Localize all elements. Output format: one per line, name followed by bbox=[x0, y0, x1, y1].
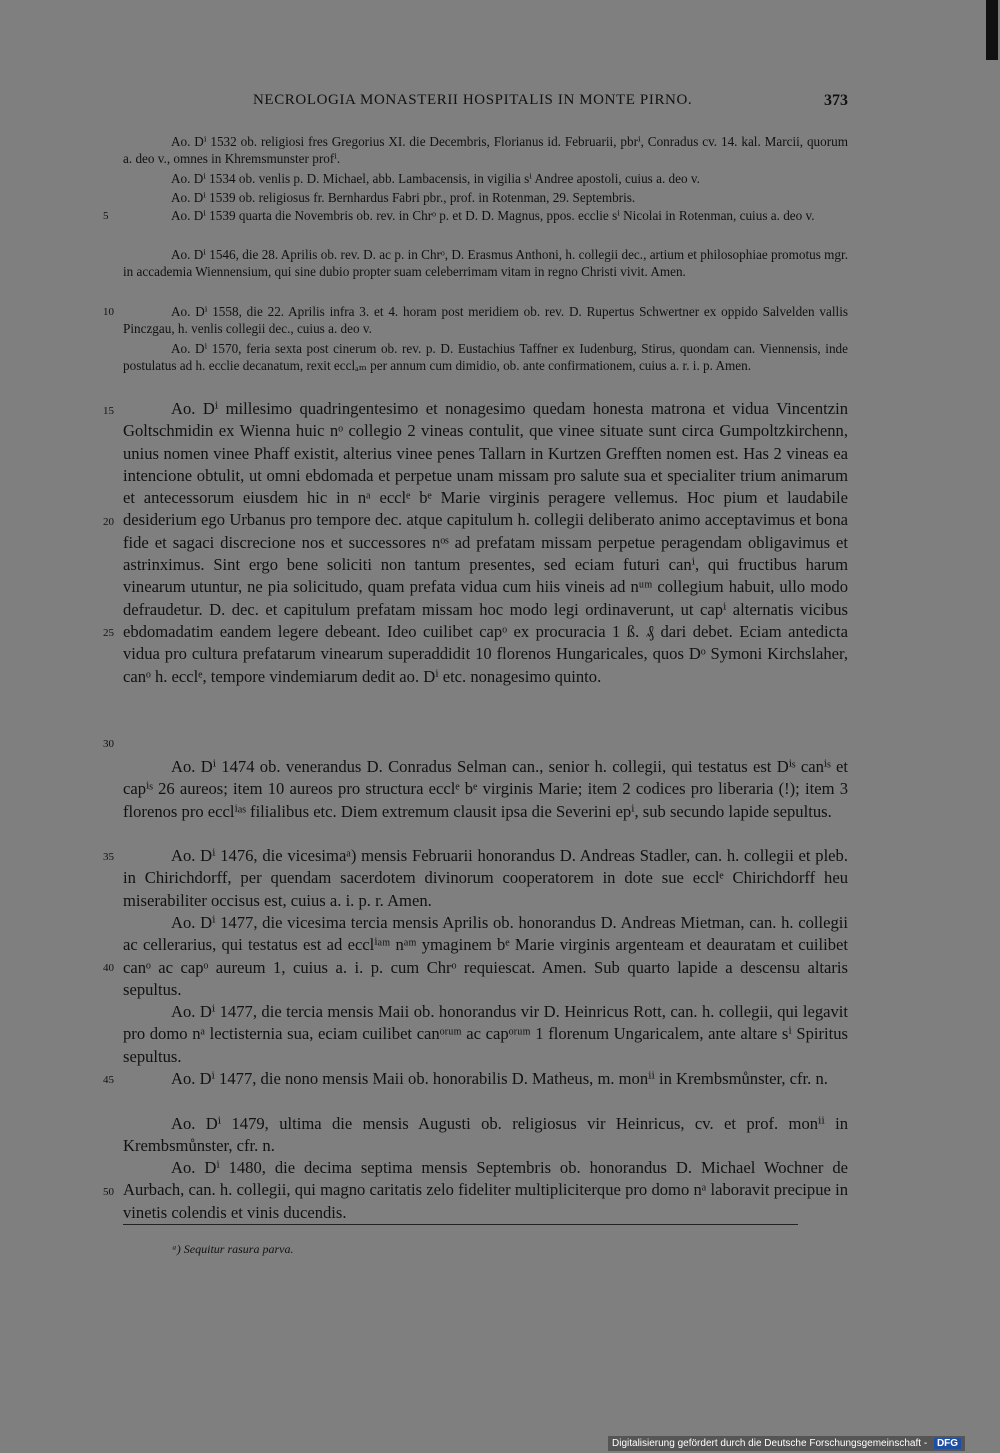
dfg-logo: DFG bbox=[934, 1438, 961, 1449]
scan-edge bbox=[986, 0, 998, 60]
entry-paragraph: Ao. Dⁱ 1480, die decima septima mensis Septembris ob. honorandus D. Michael Wochner de Aurbach, can. h. collegii, qui magno caritatis zelo fideliter multipliciterque pro domo nᵃ laboravit precipue in vinetis colendis et vinis ducendis. bbox=[123, 1158, 849, 1222]
entry-paragraph: Ao. Dⁱ 1532 ob. religiosi fres Gregorius XI. die Decembris, Florianus id. Februarii, pbrⁱ, Conradus cv. 14. kal. Marcii, quorum a. deo v., omnes in Khremsmunster profⁱ. bbox=[123, 134, 848, 167]
entry-paragraph: Ao. Dⁱ 1570, feria sexta post cinerum ob. rev. p. D. Eustachius Taffner ex Iudenburg, Stirus, quondam can. Viennensis, inde postulatus ad h. ecclie decanatum, rexit ecclₐₘ per annum cum dimidio, ob. ante confirmationem, cuius a. r. i. p. Amen. bbox=[123, 341, 848, 374]
entry-paragraph: Ao. Dⁱ 1474 ob. venerandus D. Conradus Selman can., senior h. collegii, qui testatus est Dⁱˢ canⁱˢ et capⁱˢ 26 aureos; item 10 aureos pro structura ecclᵉ bᵉ virginis Marie; item 2 codices pro liberaria (!); item 3 florenos pro ecclⁱᵃˢ filialibus etc. Diem extremum clausit ipsa die Severini epⁱ, sub secundo lapide sepultus. bbox=[123, 757, 848, 821]
line-number: 45 bbox=[103, 1074, 114, 1086]
line-number: 40 bbox=[103, 962, 114, 974]
line-number: 20 bbox=[103, 516, 114, 528]
entry-paragraph: Ao. Dⁱ 1558, die 22. Aprilis infra 3. et 4. horam post meridiem ob. rev. D. Rupertus Schwertner ex oppido Salvelden vallis Pinczgau, h. venlis collegii dec., cuius a. deo v. bbox=[123, 304, 848, 337]
entry-paragraph: Ao. Dⁱ 1477, die nono mensis Maii ob. honorabilis D. Matheus, m. monⁱⁱ in Krembsmůnster, cfr. n. bbox=[171, 1069, 828, 1088]
dfg-footer-text: Digitalisierung gefördert durch die Deutsche Forschungsgemeinschaft - bbox=[612, 1438, 928, 1449]
page-number: 373 bbox=[824, 92, 848, 109]
page-header bbox=[123, 92, 848, 116]
dfg-footer bbox=[608, 1436, 965, 1451]
entry-paragraph: Ao. Dⁱ 1539 quarta die Novembris ob. rev. in Chrᵒ p. et D. D. Magnus, ppos. ecclie sⁱ Nicolai in Rotenman, cuius a. deo v. bbox=[171, 208, 815, 223]
entry-paragraph: Ao. Dⁱ 1539 ob. religiosus fr. Bernhardus Fabri pbr., prof. in Rotenman, 29. Septembris. bbox=[171, 190, 636, 205]
entry-paragraph: Ao. Dⁱ 1477, die tercia mensis Maii ob. honorandus vir D. Heinricus Rott, can. h. collegii, qui legavit pro domo nᵃ lectisternia sua, eciam cuilibet canᵒʳᵘᵐ ac capᵒʳᵘᵐ 1 florenum Ungaricalem, ante altare sⁱ Spiritus sepultus. bbox=[123, 1002, 848, 1066]
entry-paragraph: Ao. Dⁱ 1534 ob. venlis p. D. Michael, abb. Lambacensis, in vigilia sⁱ Andree apostoli, cuius a. deo v. bbox=[171, 171, 700, 186]
line-number: 30 bbox=[103, 738, 114, 750]
entry-paragraph: Ao. Dⁱ 1479, ultima die mensis Augusti ob. religiosus vir Heinricus, cv. et prof. monⁱⁱ in Krembsmůnster, cfr. n. bbox=[123, 1114, 848, 1156]
footnote: ᵃ) Sequitur rasura parva. bbox=[172, 1242, 294, 1256]
entry-paragraph: Ao. Dⁱ 1477, die vicesima tercia mensis Aprilis ob. honorandus D. Andreas Mietman, can. h. collegii ac cellerarius, qui testatus est ad ecclⁱᵃᵐ nᵃᵐ ymaginem bᵉ Marie virginis argenteam et deauratam et cuilibet canᵒ ac capᵒ aureum 1, cuius a. i. p. cum Chrᵒ requiescat. Amen. Sub quarto lapide a descensu altaris sepultus. bbox=[123, 913, 848, 999]
entry-paragraph: Ao. Dⁱ millesimo quadringentesimo et nonagesimo quedam honesta matrona et vidua Vincentzin Goltschmidin ex Wienna huic nᵒ collegio 2 vineas contulit, que vinee situate sunt circa Gumpoltzkirchenn, unius nomen vinee Phaff existit, alterius vinee penes Tallarn in Kurtzen Grefften nomen est. Has 2 vineas ea intencione obtulit, ut omni ebdomada et perpetue unam missam pro salute sua et specialiter trium animarum et antecessorum eiusdem hic in nᵃ ecclᵉ bᵉ Marie virginis peragere vellemus. Hoc pium et laudabile desiderium ego Urbanus pro tempore dec. atque capitulum h. collegii deliberato animo acceptavimus et bona fide et sagaci discrecione nos et successores nᵒˢ ad prefatam missam perpetue peragendam obligavimus et astrinximus. Sint ergo bene soliciti non tantum presentes, sed eciam futuri canⁱ, qui fructibus harum vinearum utuntur, ne pia solicitudo, quam prefata vidua cum hiis vineis ad nᵘᵐ collegium habuit, ullo modo defraudetur. D. dec. et capitulum prefatam missam hoc modo legi ordinaverunt, ut capⁱ alternatis vicibus ebdomadatim eandem legere debeant. Ideo cuilibet capᵒ ex procuracia 1 ß. ₰ dari debet. Eciam antedicta vidua pro cultura prefatarum vinearum superaddidit 10 florenos Hungaricales, quos Dᵒ Symoni Kirchslaher, canᵒ h. ecclᵉ, tempore vindemiarum dedit ao. Dⁱ etc. nonagesimo quinto. bbox=[123, 399, 848, 686]
line-number: 50 bbox=[103, 1186, 114, 1198]
footnote-rule bbox=[123, 1224, 798, 1225]
line-number: 10 bbox=[103, 306, 114, 318]
line-number: 35 bbox=[103, 851, 114, 863]
running-title: NECROLOGIA MONASTERII HOSPITALIS IN MONTE PIRNO. bbox=[253, 92, 693, 108]
line-number: 25 bbox=[103, 627, 114, 639]
entry-paragraph: Ao. Dⁱ 1546, die 28. Aprilis ob. rev. D. ac p. in Chrᵒ, D. Erasmus Anthoni, h. collegii dec., artium et philosophiae promotus mgr. in accademia Wiennensium, qui sine dubio propter suam celeberrimam vitam in regno Christi vivit. Amen. bbox=[123, 247, 848, 280]
line-number: 15 bbox=[103, 405, 114, 417]
entry-paragraph: Ao. Dⁱ 1476, die vicesimaᵃ) mensis Februarii honorandus D. Andreas Stadler, can. h. collegii et pleb. in Chirichdorff, per quendam sacerdotem divinorum cooperatorem in dote sue ecclᵉ Chirichdorff heu miserabiliter occisus est, cuius a. i. p. r. Amen. bbox=[123, 846, 848, 910]
line-number: 5 bbox=[103, 210, 109, 222]
